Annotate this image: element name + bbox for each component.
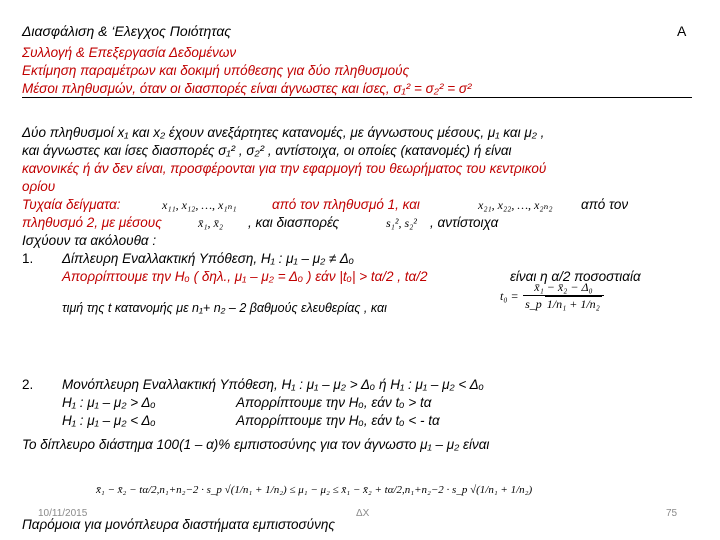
item-1-number: 1. — [22, 251, 34, 266]
section-letter: Α — [677, 23, 687, 39]
paragraph-line-2: και άγνωστες και ίσες διασπορές σ₁² , σ₂² , αντίστοιχα, οι οποίες (κατανομές) ή είναι — [22, 143, 512, 158]
from-population-1: από τον πληθυσμό 1, και — [272, 197, 420, 212]
case-b-hypothesis: H₁ : μ₁ – μ₂ < Δₒ — [62, 413, 156, 428]
item-1-title: Δίπλευρη Εναλλακτική Υπόθεση, H₁ : μ₁ – μ₂ ≠ Δₒ — [62, 251, 355, 266]
t0-denominator — [523, 296, 604, 312]
sample-2-expression: x₂₁, x₂₂, …, x₂ₙ₂ — [478, 198, 553, 212]
t0-numerator: x̄₁ − x̄₂ − Δ₀ — [523, 280, 604, 296]
item-2-title: Μονόπλευρη Εναλλακτική Υπόθεση, H₁ : μ₁ – μ₂ > Δₒ ή H₁ : μ₁ – μ₂ < Δₒ — [62, 377, 484, 392]
variances-expression: s₁², s₂² — [386, 216, 417, 230]
respectively-text: , αντίστοιχα — [430, 215, 499, 230]
t0-sp: s_p — [525, 297, 542, 311]
header-line-2: Εκτίμηση παραμέτρων και δοκιμή υπόθεσης για δύο πληθυσμούς — [22, 63, 410, 78]
header-divider — [22, 97, 692, 98]
t0-root: 1/n₁ + 1/n₂ — [546, 297, 600, 311]
population-2-line: πληθυσμό 2, με μέσους — [22, 215, 162, 230]
case-a-rule: Απορρίπτουμε την Hₒ, εάν tₒ > tα — [236, 395, 432, 410]
samples-label: Τυχαία δείγματα: — [22, 197, 121, 212]
footer-author: ΔΧ — [356, 508, 370, 519]
paragraph-line-4: ορίου — [22, 179, 56, 194]
t0-lhs: t₀ = — [500, 289, 519, 304]
case-b-rule: Απορρίπτουμε την Hₒ, εάν tₒ < - tα — [236, 413, 440, 428]
item-1-where: είναι η α/2 ποσοστιαία — [510, 269, 641, 284]
hold-heading: Ισχύουν τα ακόλουθα : — [22, 233, 157, 248]
header-line-3: Μέσοι πληθυσμών, όταν οι διασπορές είναι άγνωστες και ίσες, σ₁² = σ₂² = σ² — [22, 81, 472, 96]
confidence-interval-text: Το δίπλευρο διάστημα 100(1 – α)% εμπιστοσύνης για τον άγνωστο μ₁ – μ₂ είναι — [22, 437, 490, 452]
variances-label: , και διασπορές — [248, 215, 340, 230]
sample-1-expression: x₁₁, x₁₂, …, x₁ₙ₁ — [162, 198, 237, 212]
item-2-number: 2. — [22, 377, 34, 392]
t0-fraction — [523, 280, 604, 312]
case-a-hypothesis: H₁ : μ₁ – μ₂ > Δₒ — [62, 395, 156, 410]
confidence-interval-formula: x̄₁ − x̄₂ − tα/2,n₁+n₂−2 · s_p √(1/n₁ + 1/n₂) ≤ μ₁ − μ₂ ≤ x̄₁ − x̄₂ + tα/2,n₁+n₂−2 · s_p √(1/n₁ + 1/n₂) — [96, 484, 533, 496]
t0-formula — [500, 280, 604, 312]
footer-date: 10/11/2015 — [38, 508, 88, 519]
slide-title: Διασφάλιση & ‘Ελεγχος Ποιότητας — [22, 23, 232, 39]
from-population-2: από τον — [581, 197, 629, 212]
footer-page-number: 75 — [666, 508, 678, 519]
item-1-value: τιμή της t κατανομής με n₁+ n₂ – 2 βαθμούς ελευθερίας , και — [62, 301, 387, 315]
header-line-1: Συλλογή & Επεξεργασία Δεδομένων — [22, 45, 237, 60]
means-expression: x̄₁, x̄₂ — [198, 216, 223, 230]
item-1-reject-rule: Απορρίπτουμε την Hₒ ( δηλ., μ₁ – μ₂ = Δₒ ) εάν |tₒ| > tα/2 , tα/2 — [62, 269, 428, 284]
last-line: Παρόμοια για μονόπλευρα διαστήματα εμπιστοσύνης — [22, 517, 335, 532]
paragraph-line-3: κανονικές ή άν δεν είναι, προσφέρονται για την εφαρμογή του θεωρήματος του κεντρικού — [22, 161, 547, 176]
paragraph-line-1: Δύο πληθυσμοί x₁ και x₂ έχουν ανεξάρτητες κατανομές, με άγνωστους μέσους, μ₁ και μ₂ , — [22, 125, 545, 140]
